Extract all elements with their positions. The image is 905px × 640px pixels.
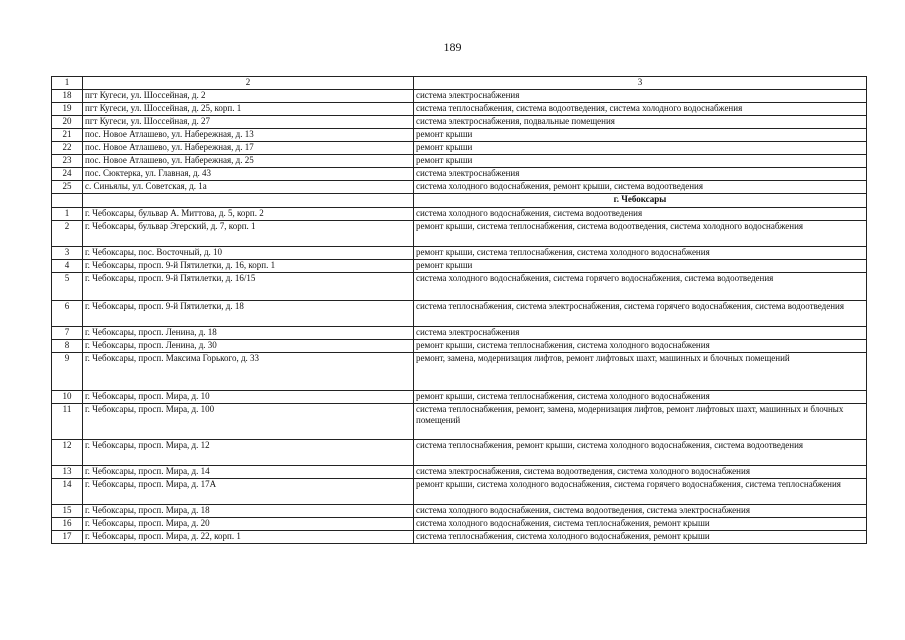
row-address: пос. Сюктерка, ул. Главная, д. 43 [83,168,414,181]
row-address: пос. Новое Атлашево, ул. Набережная, д. 25 [83,155,414,168]
row-number: 13 [52,466,83,479]
table-row [52,221,867,247]
table-row [52,142,867,155]
row-work-types: система холодного водоснабжения, ремонт крыши, система водоотведения [414,181,867,194]
page-number: 189 [443,40,462,54]
row-address: г. Чебоксары, просп. 9-й Пятилетки, д. 18 [83,301,414,327]
table-row [52,327,867,340]
row-number: 25 [52,181,83,194]
section-empty-cell [83,194,414,208]
row-address: г. Чебоксары, просп. Мира, д. 14 [83,466,414,479]
row-number: 11 [52,404,83,440]
row-number: 24 [52,168,83,181]
table-row [52,103,867,116]
row-work-types: система электроснабжения [414,168,867,181]
row-address: г. Чебоксары, бульвар Эгерский, д. 7, корп. 1 [83,221,414,247]
row-work-types: система электроснабжения, система водоотведения, система холодного водоснабжения [414,466,867,479]
row-address: г. Чебоксары, бульвар А. Миттова, д. 5, корп. 2 [83,208,414,221]
row-work-types: ремонт крыши [414,260,867,273]
header-col-2: 2 [83,77,414,90]
row-work-types: ремонт крыши, система теплоснабжения, система холодного водоснабжения [414,391,867,404]
table-row [52,260,867,273]
row-work-types: система электроснабжения [414,90,867,103]
row-work-types: ремонт, замена, модернизация лифтов, ремонт лифтовых шахт, машинных и блочных помещений [414,353,867,391]
row-work-types: ремонт крыши, система холодного водоснабжения, система горячего водоснабжения, система теплоснабжения [414,479,867,505]
row-number: 4 [52,260,83,273]
table-row [52,440,867,466]
row-number: 21 [52,129,83,142]
row-address: пос. Новое Атлашево, ул. Набережная, д. 17 [83,142,414,155]
table-row [52,518,867,531]
row-work-types: система теплоснабжения, ремонт, замена, модернизация лифтов, ремонт лифтовых шахт, машинных и блочных помещений [414,404,867,440]
table-row [52,247,867,260]
table-row [52,155,867,168]
row-address: г. Чебоксары, просп. Мира, д. 100 [83,404,414,440]
row-address: г. Чебоксары, просп. Мира, д. 18 [83,505,414,518]
table-row [52,181,867,194]
row-work-types: система теплоснабжения, система холодного водоснабжения, ремонт крыши [414,531,867,544]
section-empty-cell [52,194,83,208]
row-number: 16 [52,518,83,531]
table-row [52,116,867,129]
row-address: пгт Кугеси, ул. Шоссейная, д. 2 [83,90,414,103]
row-address: г. Чебоксары, пос. Восточный, д. 10 [83,247,414,260]
row-work-types: система электроснабжения, подвальные помещения [414,116,867,129]
table-row [52,466,867,479]
row-address: с. Синьялы, ул. Советская, д. 1а [83,181,414,194]
table-row [52,340,867,353]
header-col-3: 3 [414,77,867,90]
row-work-types: система холодного водоснабжения, система горячего водоснабжения, система водоотведения [414,273,867,301]
row-address: г. Чебоксары, просп. 9-й Пятилетки, д. 16, корп. 1 [83,260,414,273]
table-row [52,90,867,103]
row-work-types: система холодного водоснабжения, система водоотведения, система электроснабжения [414,505,867,518]
section-row [52,194,867,208]
row-work-types: ремонт крыши, система теплоснабжения, система водоотведения, система холодного водоснабжения [414,221,867,247]
row-number: 17 [52,531,83,544]
header-row [52,77,867,90]
row-number: 2 [52,221,83,247]
row-work-types: система холодного водоснабжения, система водоотведения [414,208,867,221]
row-number: 15 [52,505,83,518]
table-row [52,505,867,518]
row-address: г. Чебоксары, просп. Мира, д. 10 [83,391,414,404]
table-row [52,301,867,327]
row-number: 23 [52,155,83,168]
row-number: 5 [52,273,83,301]
row-address: г. Чебоксары, просп. Мира, д. 17А [83,479,414,505]
table-row [52,391,867,404]
row-number: 1 [52,208,83,221]
row-work-types: система теплоснабжения, система водоотведения, система холодного водоснабжения [414,103,867,116]
row-number: 10 [52,391,83,404]
row-number: 9 [52,353,83,391]
row-work-types: ремонт крыши, система теплоснабжения, система холодного водоснабжения [414,247,867,260]
row-work-types: система холодного водоснабжения, система теплоснабжения, ремонт крыши [414,518,867,531]
row-address: пгт Кугеси, ул. Шоссейная, д. 27 [83,116,414,129]
table-row [52,273,867,301]
row-number: 18 [52,90,83,103]
row-address: г. Чебоксары, просп. Максима Горького, д. 33 [83,353,414,391]
table-row [52,479,867,505]
header-col-1: 1 [52,77,83,90]
section-title: г. Чебоксары [414,194,867,208]
table-row [52,129,867,142]
table-row [52,353,867,391]
table-body [52,77,867,544]
row-work-types: система теплоснабжения, ремонт крыши, система холодного водоснабжения, система водоотведения [414,440,867,466]
row-number: 14 [52,479,83,505]
table-row [52,404,867,440]
row-number: 6 [52,301,83,327]
row-address: г. Чебоксары, просп. Ленина, д. 18 [83,327,414,340]
table-row [52,168,867,181]
row-work-types: система электроснабжения [414,327,867,340]
row-work-types: ремонт крыши, система теплоснабжения, система холодного водоснабжения [414,340,867,353]
row-number: 7 [52,327,83,340]
row-address: г. Чебоксары, просп. Мира, д. 20 [83,518,414,531]
row-number: 19 [52,103,83,116]
repair-table [51,76,867,544]
row-work-types: ремонт крыши [414,142,867,155]
row-work-types: ремонт крыши [414,155,867,168]
row-work-types: система теплоснабжения, система электроснабжения, система горячего водоснабжения, система водоотведения [414,301,867,327]
row-number: 22 [52,142,83,155]
row-number: 20 [52,116,83,129]
row-number: 8 [52,340,83,353]
row-work-types: ремонт крыши [414,129,867,142]
row-address: г. Чебоксары, просп. Мира, д. 12 [83,440,414,466]
table-row [52,208,867,221]
row-address: пос. Новое Атлашево, ул. Набережная, д. 13 [83,129,414,142]
row-number: 12 [52,440,83,466]
row-address: г. Чебоксары, просп. Мира, д. 22, корп. 1 [83,531,414,544]
row-address: пгт Кугеси, ул. Шоссейная, д. 25, корп. 1 [83,103,414,116]
row-number: 3 [52,247,83,260]
table-row [52,531,867,544]
row-address: г. Чебоксары, просп. 9-й Пятилетки, д. 16/15 [83,273,414,301]
row-address: г. Чебоксары, просп. Ленина, д. 30 [83,340,414,353]
